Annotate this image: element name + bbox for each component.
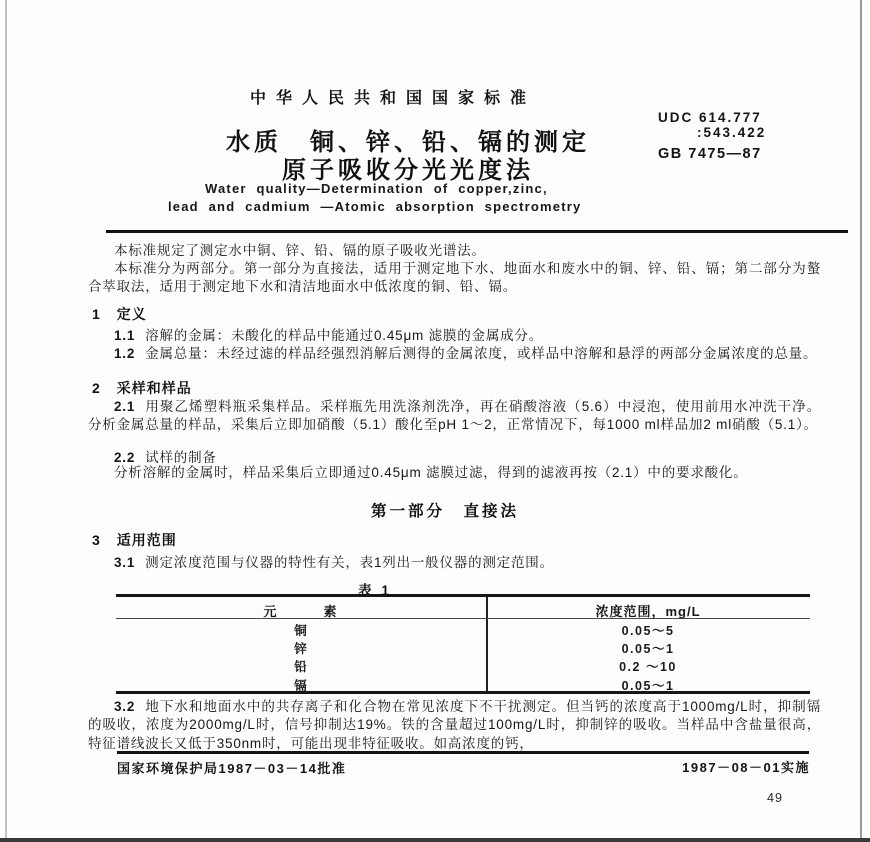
section-1-heading [92,304,692,324]
clause-1-1-text: 溶解的金属：未酸化的样品中能通过0.45μm 滤膜的金属成分。 [145,328,544,343]
part-one-title: 第一部分 直接法 [370,503,519,520]
range-cell: 0.05～1 [621,678,675,693]
header-divider-rule [106,230,848,233]
clause-2-1 [88,398,821,435]
table-header-range: 浓度范围，mg/L [595,604,701,619]
table-row [116,676,810,694]
right-scan-border [860,0,862,842]
left-scan-border [5,0,7,842]
clause-1-1 [88,327,821,345]
section-2-title: 采样和样品 [116,380,192,396]
intro-paragraph-2: 本标准分为两部分。第一部分为直接法，适用于测定地下水、地面水和废水中的铜、锌、铅、镉；第二部分为螯合萃取法，适用于测定地下水和清洁地面水中低浓度的铜、铅、镉。 [88,261,821,295]
table-row [116,639,810,657]
clause-1-2 [88,345,821,363]
clause-3-2-text: 地下水和地面水中的共存离子和化合物在常见浓度下不干扰测定。但当钙的浓度高于1000mg/L时，抑制镉的吸收，浓度为2000mg/L时，信号抑制达19%。铁的含量超过100mg/L时，抑制锌的吸收。当样品中含盐量很高，特征谱线波长又低于350nm时，可能出现非特征吸收。如高浓度的钙， [88,699,821,751]
footer-divider-rule [117,751,809,754]
udc-number-line2: :543.422 [697,125,767,140]
implementation-date: 1987－08－01实施 [682,760,810,775]
table-row [116,657,810,675]
element-cell: 镉 [294,678,308,693]
clause-3-1 [88,554,821,572]
range-cell: 0.2 ～10 [619,660,677,675]
clause-2-1-number: 2.1 [114,399,136,414]
element-cell: 铜 [294,624,308,638]
clause-2-2-number: 2.2 [114,450,136,465]
clause-3-1-text: 测定浓度范围与仪器的特性有关，表1列出一般仪器的测定范围。 [145,555,554,570]
clause-2-2-title: 试样的制备 [145,450,217,465]
national-standard-header: 中华人民共和国国家标准 [250,90,537,107]
clause-1-1-number: 1.1 [114,328,136,343]
range-cell: 0.05～1 [621,642,675,657]
clause-3-1-number: 3.1 [114,555,136,570]
document-title-cn-line1: 水质 铜、锌、铅、镉的测定 [226,129,590,156]
section-2-heading [92,378,692,398]
section-2-number: 2 [92,380,101,396]
element-cell: 铅 [294,660,308,675]
standard-code: GB 7475—87 [658,146,762,162]
section-1-number: 1 [92,306,101,322]
section-3-title: 适用范围 [116,532,177,548]
page-number: 49 [767,791,783,805]
udc-number-line1: UDC 614.777 [658,110,762,125]
section-1-title: 定义 [116,306,147,322]
element-cell: 锌 [294,642,308,657]
clause-2-1-text: 用聚乙烯塑料瓶采集样品。采样瓶先用洗涤剂洗净，再在硝酸溶液（5.6）中浸泡，使用前用水冲洗干净。分析金属总量的样品，采集后立即加硝酸（5.1）酸化至pH 1～2，正常情况下，每1000 ml样品加2 ml硝酸（5.1）。 [88,399,821,433]
table-1 [116,594,810,694]
approval-date: 国家环境保护局1987－03－14批准 [117,761,347,776]
range-cell: 0.05～5 [621,624,675,638]
bottom-scan-border [0,838,870,842]
section-3-number: 3 [92,532,101,548]
table-body [116,621,810,691]
document-title-cn-line2: 原子吸收分光光度法 [282,157,534,184]
clause-3-2-number: 3.2 [114,699,136,714]
table-1-caption: 表 1 [358,583,392,598]
clause-3-2 [88,698,821,753]
clause-1-2-text: 金属总量：未经过滤的样品经强烈消解后测得的金属浓度，或样品中溶解和悬浮的两部分金属浓度的总量。 [145,346,818,361]
intro-paragraph-1: 本标准规定了测定水中铜、锌、铅、镉的原子吸收光谱法。 [114,243,486,258]
document-title-en-line2: lead and cadmium —Atomic absorption spectrometry [168,199,582,214]
document-title-en-line1: Water quality—Determination of copper,zinc, [205,181,548,196]
table-header-row [116,597,810,619]
section-3-heading [92,530,692,550]
clause-1-2-number: 1.2 [114,346,136,361]
table-row [116,621,810,639]
table-header-element: 元 素 [263,604,339,619]
clause-2-2-text: 分析溶解的金属时，样品采集后立即通过0.45μm 滤膜过滤，得到的滤液再按（2.1）中的要求酸化。 [114,465,748,480]
